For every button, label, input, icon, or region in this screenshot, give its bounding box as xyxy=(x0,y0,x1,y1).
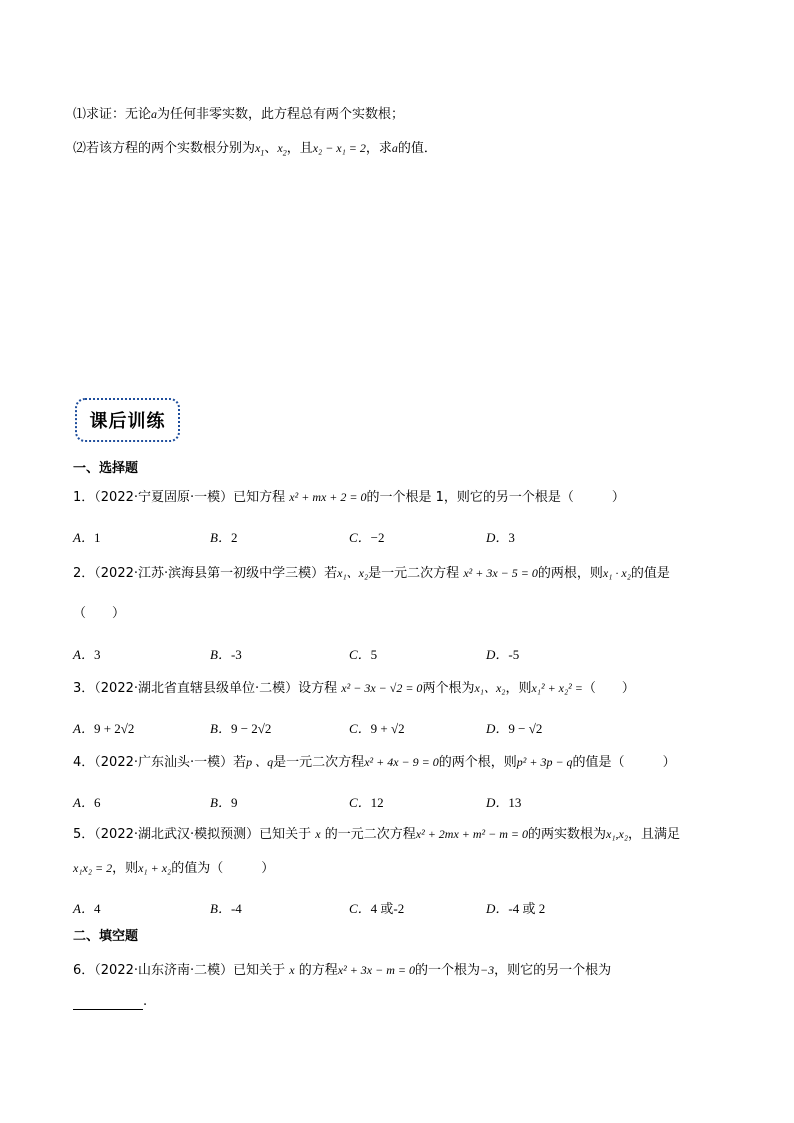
answer-blank-line xyxy=(73,994,147,1010)
option-c[interactable] xyxy=(349,792,384,811)
text: 的值． xyxy=(397,141,437,156)
option-value: -3 xyxy=(230,647,242,662)
expression: x₁ + x₂ xyxy=(138,861,172,875)
text: 已知关于 xyxy=(233,963,286,978)
option-label: C． xyxy=(349,721,371,736)
text: 的一个根为 xyxy=(415,963,481,978)
text: 的一个根是 1，则它的另一个根是（ xyxy=(366,490,574,505)
option-value: 4 xyxy=(93,901,101,916)
option-label: B． xyxy=(210,901,231,916)
option-value: 9 + √2 xyxy=(370,721,405,736)
option-label: A． xyxy=(73,530,94,545)
option-d[interactable] xyxy=(486,718,542,737)
text: ，且满足 xyxy=(628,827,681,842)
question-number: 3． xyxy=(73,681,95,696)
option-label: A． xyxy=(73,795,94,810)
text: 的两实数根为 xyxy=(528,827,607,842)
equation: x² + mx + 2 = 0 xyxy=(289,490,367,504)
variable-x: x xyxy=(315,827,321,841)
option-label: D． xyxy=(486,721,509,736)
text: ，求 xyxy=(365,141,392,156)
root-x1: $x_1$ xyxy=(255,141,265,158)
question-number: 4． xyxy=(73,755,95,770)
options-q4 xyxy=(73,792,673,808)
text: 是一元二次方程 xyxy=(273,755,365,770)
option-d[interactable] xyxy=(486,527,515,546)
question-2 xyxy=(73,565,670,582)
option-value: 9 + 2√2 xyxy=(93,721,135,736)
text: 已知方程 xyxy=(233,490,286,505)
text: ⑵若该方程的两个实数根分别为 xyxy=(73,141,256,156)
text: 的值是（ xyxy=(572,755,625,770)
option-value: 3 xyxy=(508,530,515,545)
option-value: 5 xyxy=(370,647,378,662)
option-b[interactable] xyxy=(210,718,271,737)
section-title-fill: 二、填空题 xyxy=(73,929,139,944)
text: 的两根，则 xyxy=(537,566,603,581)
option-value: -5 xyxy=(508,647,520,662)
badge-label: 课后训练 xyxy=(89,411,166,432)
text: . xyxy=(143,994,148,1009)
text: 若 xyxy=(324,566,338,581)
roots: x₁、x₂ xyxy=(474,681,506,695)
option-value: 9 − 2√2 xyxy=(230,721,272,736)
roots: p 、q xyxy=(246,755,274,769)
text: ，则 xyxy=(112,861,139,876)
text: （ ） xyxy=(582,681,635,696)
text: ，且 xyxy=(286,141,313,156)
section-badge xyxy=(75,398,180,442)
expression: x₁ · x₂ xyxy=(602,566,631,580)
option-b[interactable] xyxy=(210,527,237,546)
option-value: 4 或-2 xyxy=(370,901,405,916)
text: 的一元二次方程 xyxy=(324,827,416,842)
option-d[interactable] xyxy=(486,792,521,811)
expression: x₁² + x₂² = xyxy=(531,681,583,695)
equation: x² − 3x − √2 = 0 xyxy=(341,681,423,695)
expression: p² + 3p − q xyxy=(516,755,573,769)
option-a[interactable] xyxy=(73,718,134,737)
option-label: D． xyxy=(486,530,509,545)
option-label: A． xyxy=(73,647,94,662)
text: 是一元二次方程 xyxy=(368,566,460,581)
option-a[interactable] xyxy=(73,898,100,917)
variable-a: a xyxy=(151,107,158,121)
root-x2: $x_2$ xyxy=(277,141,287,158)
option-b[interactable] xyxy=(210,898,242,917)
text: 已知关于 xyxy=(259,827,312,842)
variable-x: x xyxy=(289,963,295,977)
option-c[interactable] xyxy=(349,527,385,546)
question-4 xyxy=(73,754,676,771)
text: 的值为（ xyxy=(171,861,224,876)
option-label: D． xyxy=(486,647,509,662)
option-d[interactable] xyxy=(486,898,545,917)
option-label: B． xyxy=(210,530,231,545)
question-source: （2022·江苏·滨海县第一初级中学三模） xyxy=(94,566,325,581)
option-a[interactable] xyxy=(73,527,100,546)
option-c[interactable] xyxy=(349,718,405,737)
text: 的方程 xyxy=(298,963,338,978)
options-q2 xyxy=(73,644,673,660)
question-source: （2022·广东汕头·一模） xyxy=(94,755,234,770)
text: 设方程 xyxy=(298,681,338,696)
text: 的两个根，则 xyxy=(438,755,517,770)
question-3 xyxy=(73,680,635,697)
equation: x² + 2mx + m² − m = 0 xyxy=(415,827,529,841)
option-label: A． xyxy=(73,901,94,916)
option-label: D． xyxy=(486,795,509,810)
option-label: D． xyxy=(486,901,509,916)
option-label: B． xyxy=(210,795,231,810)
text: ，则 xyxy=(505,681,532,696)
text: ⑴求证：无论 xyxy=(73,107,152,122)
option-value: −2 xyxy=(370,530,385,545)
option-a[interactable] xyxy=(73,644,100,663)
option-value: 13 xyxy=(508,795,522,810)
condition-equation: x₁x₂ = 2 xyxy=(73,861,113,875)
roots: x₁,x₂ xyxy=(606,827,629,841)
condition-equation: x₂ − x₁ = 2 xyxy=(312,141,366,155)
option-label: B． xyxy=(210,721,231,736)
option-label: A． xyxy=(73,721,94,736)
option-value: 12 xyxy=(370,795,384,810)
option-b[interactable] xyxy=(210,792,237,811)
option-label: C． xyxy=(349,901,371,916)
option-c[interactable] xyxy=(349,898,404,917)
option-b[interactable] xyxy=(210,644,242,663)
question-2-paren: （ ） xyxy=(73,606,126,621)
option-value: 3 xyxy=(93,647,101,662)
option-label: B． xyxy=(210,647,231,662)
answer-blank[interactable] xyxy=(73,995,143,1010)
question-source: （2022·山东济南·二模） xyxy=(94,963,234,978)
equation: x² + 3x − 5 = 0 xyxy=(463,566,538,580)
option-value: 9 xyxy=(230,795,238,810)
question-part-2 xyxy=(73,140,437,157)
text: ，则它的另一个根为 xyxy=(494,963,612,978)
text: ） xyxy=(261,861,275,876)
given-root: −3 xyxy=(480,963,495,977)
option-label: C． xyxy=(349,795,371,810)
option-label: C． xyxy=(349,647,371,662)
question-source: （2022·湖北武汉·模拟预测） xyxy=(94,827,260,842)
section-title-choice: 一、选择题 xyxy=(73,461,139,476)
question-5-line2 xyxy=(73,860,274,877)
option-value: -4 或 2 xyxy=(508,901,546,916)
option-value: -4 xyxy=(230,901,242,916)
question-6 xyxy=(73,962,611,979)
variable-a: a xyxy=(391,141,398,155)
text: 、 xyxy=(264,141,278,156)
options-q3 xyxy=(73,718,673,734)
equation: x² + 4x − 9 = 0 xyxy=(364,755,439,769)
option-d[interactable] xyxy=(486,644,519,663)
option-a[interactable] xyxy=(73,792,100,811)
question-part-1 xyxy=(73,106,404,123)
question-number: 5． xyxy=(73,827,95,842)
roots: x₁、x₂ xyxy=(337,566,369,580)
question-number: 2． xyxy=(73,566,95,581)
option-value: 9 − √2 xyxy=(508,721,543,736)
option-value: 2 xyxy=(230,530,238,545)
question-1 xyxy=(73,489,625,506)
option-value: 6 xyxy=(93,795,101,810)
text: ） xyxy=(611,490,625,505)
text: 两个根为 xyxy=(422,681,475,696)
question-source: （2022·湖北省直辖县级单位·二模） xyxy=(94,681,299,696)
text: 若 xyxy=(233,755,247,770)
question-number: 1． xyxy=(73,490,95,505)
text: 的值是 xyxy=(630,566,670,581)
options-q5 xyxy=(73,898,673,914)
equation: x² + 3x − m = 0 xyxy=(337,963,415,977)
text: ） xyxy=(662,755,676,770)
question-5 xyxy=(73,826,680,843)
text: 为任何非零实数，此方程总有两个实数根； xyxy=(157,107,405,122)
option-c[interactable] xyxy=(349,644,377,663)
option-label: C． xyxy=(349,530,371,545)
question-source: （2022·宁夏固原·一模） xyxy=(94,490,234,505)
options-q1 xyxy=(73,527,673,543)
option-value: 1 xyxy=(93,530,101,545)
question-number: 6． xyxy=(73,963,95,978)
